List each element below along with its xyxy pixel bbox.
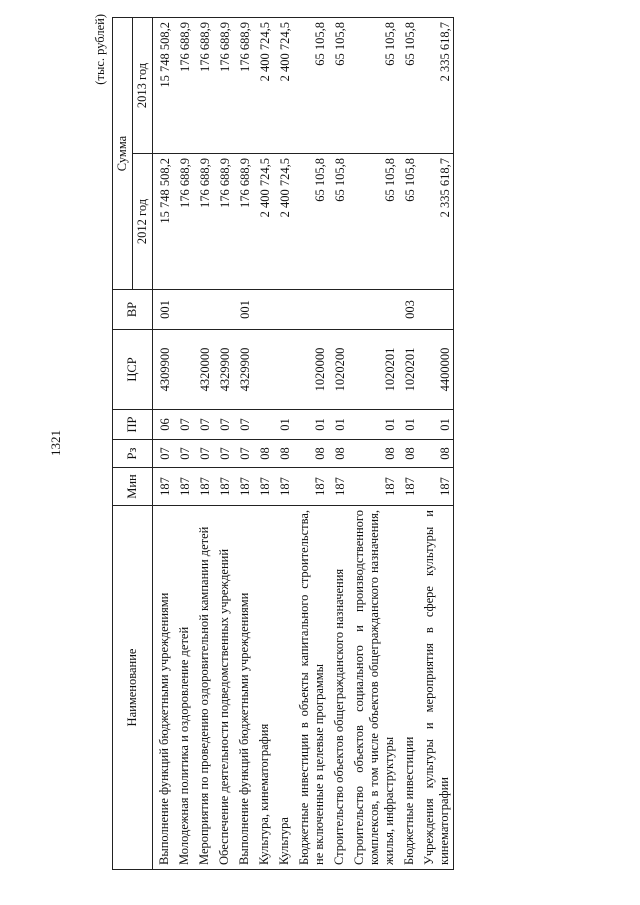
header-name: Наименование [113,506,153,870]
table-row [193,18,213,870]
cell-rz: 08 [328,440,348,468]
table-row [328,18,348,870]
cell-csr: 4309900 [153,330,174,410]
table-row [348,18,398,870]
header-vr: ВР [113,290,153,330]
cell-csr [253,330,273,410]
cell-csr: 4320000 [193,330,213,410]
cell-rz: 08 [293,440,328,468]
page-number: 1321 [48,430,63,456]
cell-y2012: 2 335 618,7 [418,154,454,290]
cell-pr: 01 [328,410,348,440]
cell-pr: 01 [293,410,328,440]
table-row [253,18,273,870]
cell-y2013: 176 688,9 [233,18,253,154]
table-row [398,18,418,870]
cell-pr: 06 [153,410,174,440]
cell-pr: 07 [173,410,193,440]
cell-vr [273,290,293,330]
cell-rz: 07 [153,440,174,468]
cell-min: 187 [213,468,233,506]
cell-min: 187 [193,468,213,506]
cell-rz: 07 [233,440,253,468]
cell-vr [348,290,398,330]
cell-csr: 1020000 [293,330,328,410]
header-2012: 2012 год [133,154,153,290]
cell-vr [253,290,273,330]
budget-table [112,17,454,870]
header-pr: ПР [113,410,153,440]
cell-y2013: 176 688,9 [173,18,193,154]
cell-y2012: 176 688,9 [193,154,213,290]
cell-y2012: 65 105,8 [293,154,328,290]
cell-min: 187 [153,468,174,506]
cell-min: 187 [173,468,193,506]
header-rz: Рз [113,440,153,468]
cell-pr: 07 [233,410,253,440]
cell-csr: 4329900 [213,330,233,410]
cell-name: Выполнение функций бюджетными учреждениями [153,506,174,870]
cell-name: Строительство объектов социального и производственного комплексов, в том числе объектов общегражданского назначения, жилья, инфраструктуры [348,506,398,870]
cell-min: 187 [418,468,454,506]
table-row [153,18,174,870]
header-sum: Сумма [113,18,133,290]
cell-y2012: 2 400 724,5 [253,154,273,290]
cell-y2012: 15 748 508,2 [153,154,174,290]
cell-pr: 07 [193,410,213,440]
cell-csr [273,330,293,410]
cell-y2012: 176 688,9 [233,154,253,290]
cell-vr: 001 [153,290,174,330]
cell-rz: 08 [253,440,273,468]
header-2013: 2013 год [133,18,153,154]
cell-rz: 07 [213,440,233,468]
cell-rz: 07 [193,440,213,468]
cell-name: Выполнение функций бюджетными учреждениями [233,506,253,870]
cell-pr: 01 [348,410,398,440]
cell-y2012: 65 105,8 [348,154,398,290]
cell-vr: 003 [398,290,418,330]
cell-y2012: 65 105,8 [328,154,348,290]
cell-name: Бюджетные инвестиции [398,506,418,870]
cell-rz: 08 [273,440,293,468]
cell-y2013: 15 748 508,2 [153,18,174,154]
cell-pr [253,410,273,440]
table-header [113,18,153,870]
cell-y2013: 2 400 724,5 [273,18,293,154]
cell-y2012: 176 688,9 [213,154,233,290]
cell-pr: 01 [273,410,293,440]
cell-min: 187 [233,468,253,506]
cell-name: Культура, кинематография [253,506,273,870]
cell-pr: 01 [398,410,418,440]
cell-name: Учреждения культуры и мероприятия в сфере культуры и кинематографии [418,506,454,870]
cell-y2013: 176 688,9 [213,18,233,154]
header-min: Мин [113,468,153,506]
cell-y2012: 65 105,8 [398,154,418,290]
cell-rz: 08 [348,440,398,468]
cell-name: Строительство объектов общегражданского назначения [328,506,348,870]
cell-rz: 08 [398,440,418,468]
table-row [233,18,253,870]
cell-pr: 01 [418,410,454,440]
cell-rz: 07 [173,440,193,468]
table-row [173,18,193,870]
cell-csr: 1020201 [398,330,418,410]
cell-csr: 4400000 [418,330,454,410]
cell-name: Культура [273,506,293,870]
cell-vr [193,290,213,330]
cell-vr [173,290,193,330]
cell-vr [213,290,233,330]
table-body [153,18,454,870]
cell-y2013: 65 105,8 [398,18,418,154]
cell-y2013: 176 688,9 [193,18,213,154]
cell-name: Бюджетные инвестиции в объекты капитального строительства, не включенные в целевые программы [293,506,328,870]
cell-vr [328,290,348,330]
table-row [418,18,454,870]
cell-name: Обеспечение деятельности подведомственных учреждений [213,506,233,870]
cell-y2013: 65 105,8 [328,18,348,154]
table-row [273,18,293,870]
cell-min: 187 [253,468,273,506]
cell-csr: 4329900 [233,330,253,410]
cell-rz: 08 [418,440,454,468]
table-row [293,18,328,870]
cell-min: 187 [293,468,328,506]
cell-name: Молодежная политика и оздоровление детей [173,506,193,870]
cell-csr: 1020201 [348,330,398,410]
cell-y2013: 65 105,8 [293,18,328,154]
cell-min: 187 [398,468,418,506]
cell-vr: 001 [233,290,253,330]
cell-y2013: 2 335 618,7 [418,18,454,154]
cell-vr [293,290,328,330]
cell-min: 187 [328,468,348,506]
cell-csr [173,330,193,410]
cell-vr [418,290,454,330]
cell-pr: 07 [213,410,233,440]
cell-y2013: 2 400 724,5 [253,18,273,154]
cell-min: 187 [273,468,293,506]
cell-csr: 1020200 [328,330,348,410]
cell-y2012: 2 400 724,5 [273,154,293,290]
cell-y2012: 176 688,9 [173,154,193,290]
rotated-page [85,10,625,870]
cell-y2013: 65 105,8 [348,18,398,154]
unit-label: (тыс. рублей) [93,14,107,85]
cell-min: 187 [348,468,398,506]
table-row [213,18,233,870]
cell-name: Мероприятия по проведению оздоровительной кампании детей [193,506,213,870]
header-csr: ЦСР [113,330,153,410]
